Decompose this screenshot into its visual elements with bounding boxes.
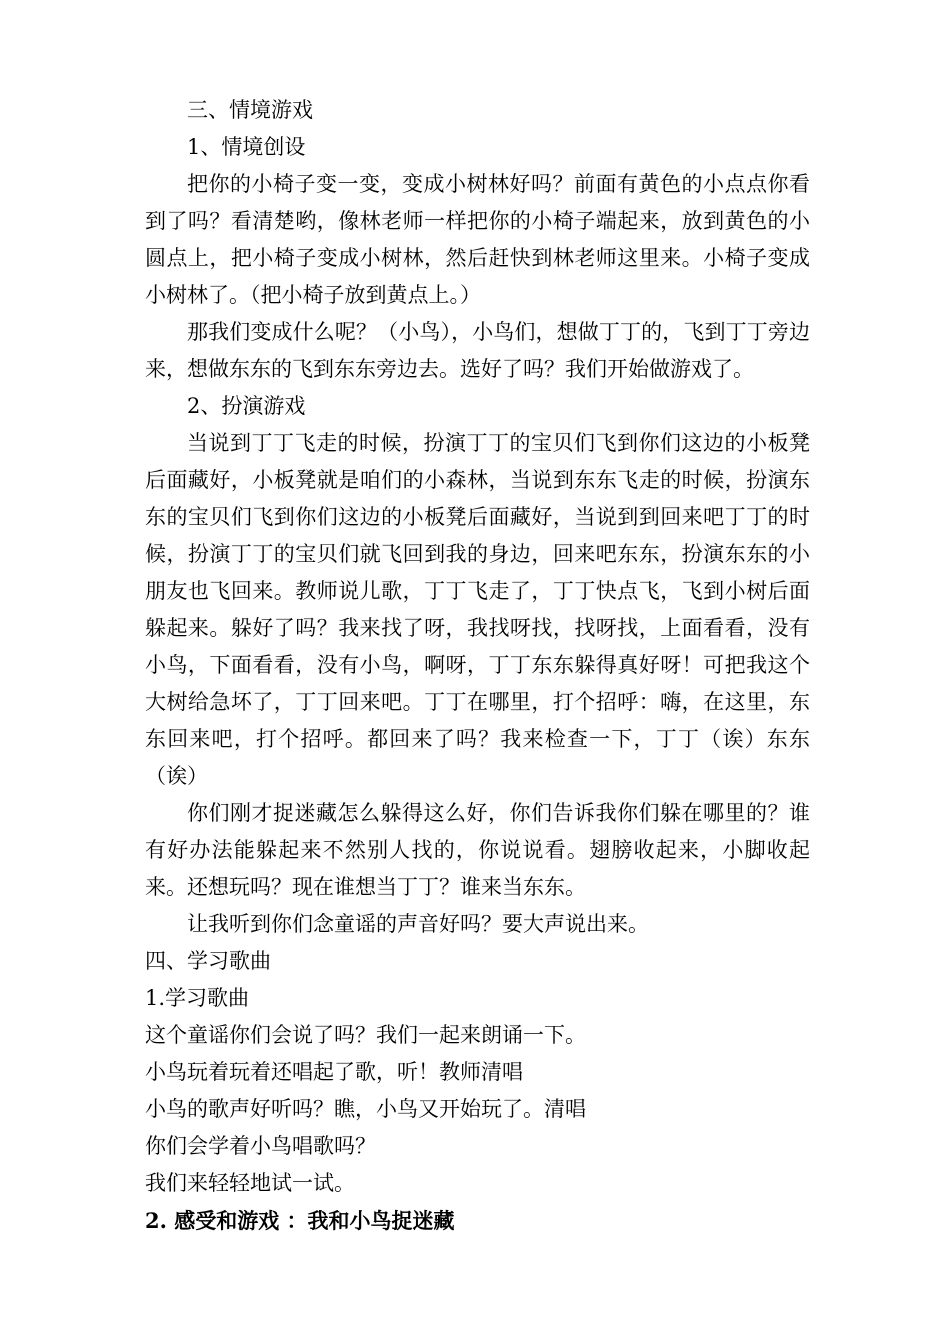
paragraph-role-play-rules: 当说到丁丁飞走的时候，扮演丁丁的宝贝们飞到你们这边的小板凳后面藏好，小板凳就是咱们的小森林，当说到东东飞走的时候，扮演东东的宝贝们飞到你们这边的小板凳后面藏好，当说到到回来吧丁丁的时候，扮演丁丁的宝贝们就飞回到我的身边，回来吧东东，扮演东东的小朋友也飞回来。教师说儿歌，丁丁飞走了，丁丁快点飞，飞到小树后面躲起来。躲好了吗？我来找了呀，我找呀找，找呀找，上面看看，没有小鸟，下面看看，没有小鸟，啊呀，丁丁东东躲得真好呀！可把我这个大树给急坏了，丁丁回来吧。丁丁在哪里，打个招呼：嗨，在这里，东东回来吧，打个招呼。都回来了吗？我来检查一下，丁丁（诶）东东（诶）: [145, 431, 810, 788]
document-page: [145, 92, 810, 1239]
subheading-feel-and-play: 2. 感受和游戏 ：我和小鸟捉迷藏: [145, 1208, 455, 1233]
line-recite-together: 这个童谣你们会说了吗？我们一起来朗诵一下。: [145, 1023, 586, 1047]
line-bird-sings: 小鸟玩着玩着还唱起了歌，听！教师清唱: [145, 1060, 523, 1084]
heading-learn-song: 四、学习歌曲: [145, 949, 271, 973]
line-bird-plays-again: 小鸟的歌声好听吗？瞧，小鸟又开始玩了。清唱: [145, 1097, 586, 1121]
line-learn-to-sing: 你们会学着小鸟唱歌吗？: [145, 1134, 376, 1158]
subheading-scene-setup: 1、情境创设: [187, 135, 306, 159]
subheading-role-play: 2、扮演游戏: [187, 394, 306, 418]
heading-situation-game: 三、情境游戏: [187, 98, 313, 122]
paragraph-become-birds: 那我们变成什么呢？（小鸟），小鸟们，想做丁丁的，飞到丁丁旁边来，想做东东的飞到东东旁边去。选好了吗？我们开始做游戏了。: [145, 320, 810, 381]
line-try-softly: 我们来轻轻地试一试。: [145, 1171, 355, 1195]
paragraph-recite-loudly: 让我听到你们念童谣的声音好吗？要大声说出来。: [187, 912, 649, 936]
subheading-learn-song: 1.学习歌曲: [145, 986, 250, 1010]
paragraph-chair-to-forest: 把你的小椅子变一变，变成小树林好吗？前面有黄色的小点点你看到了吗？看清楚哟，像林老师一样把你的小椅子端起来，放到黄色的小圆点上，把小椅子变成小树林，然后赶快到林老师这里来。小椅子变成小树林了。（把小椅子放到黄点上。）: [145, 172, 810, 307]
paragraph-hiding-discussion: 你们刚才捉迷藏怎么躲得这么好，你们告诉我你们躲在哪里的？谁有好办法能躲起来不然别人找的，你说说看。翅膀收起来，小脚收起来。还想玩吗？现在谁想当丁丁？谁来当东东。: [145, 801, 810, 899]
